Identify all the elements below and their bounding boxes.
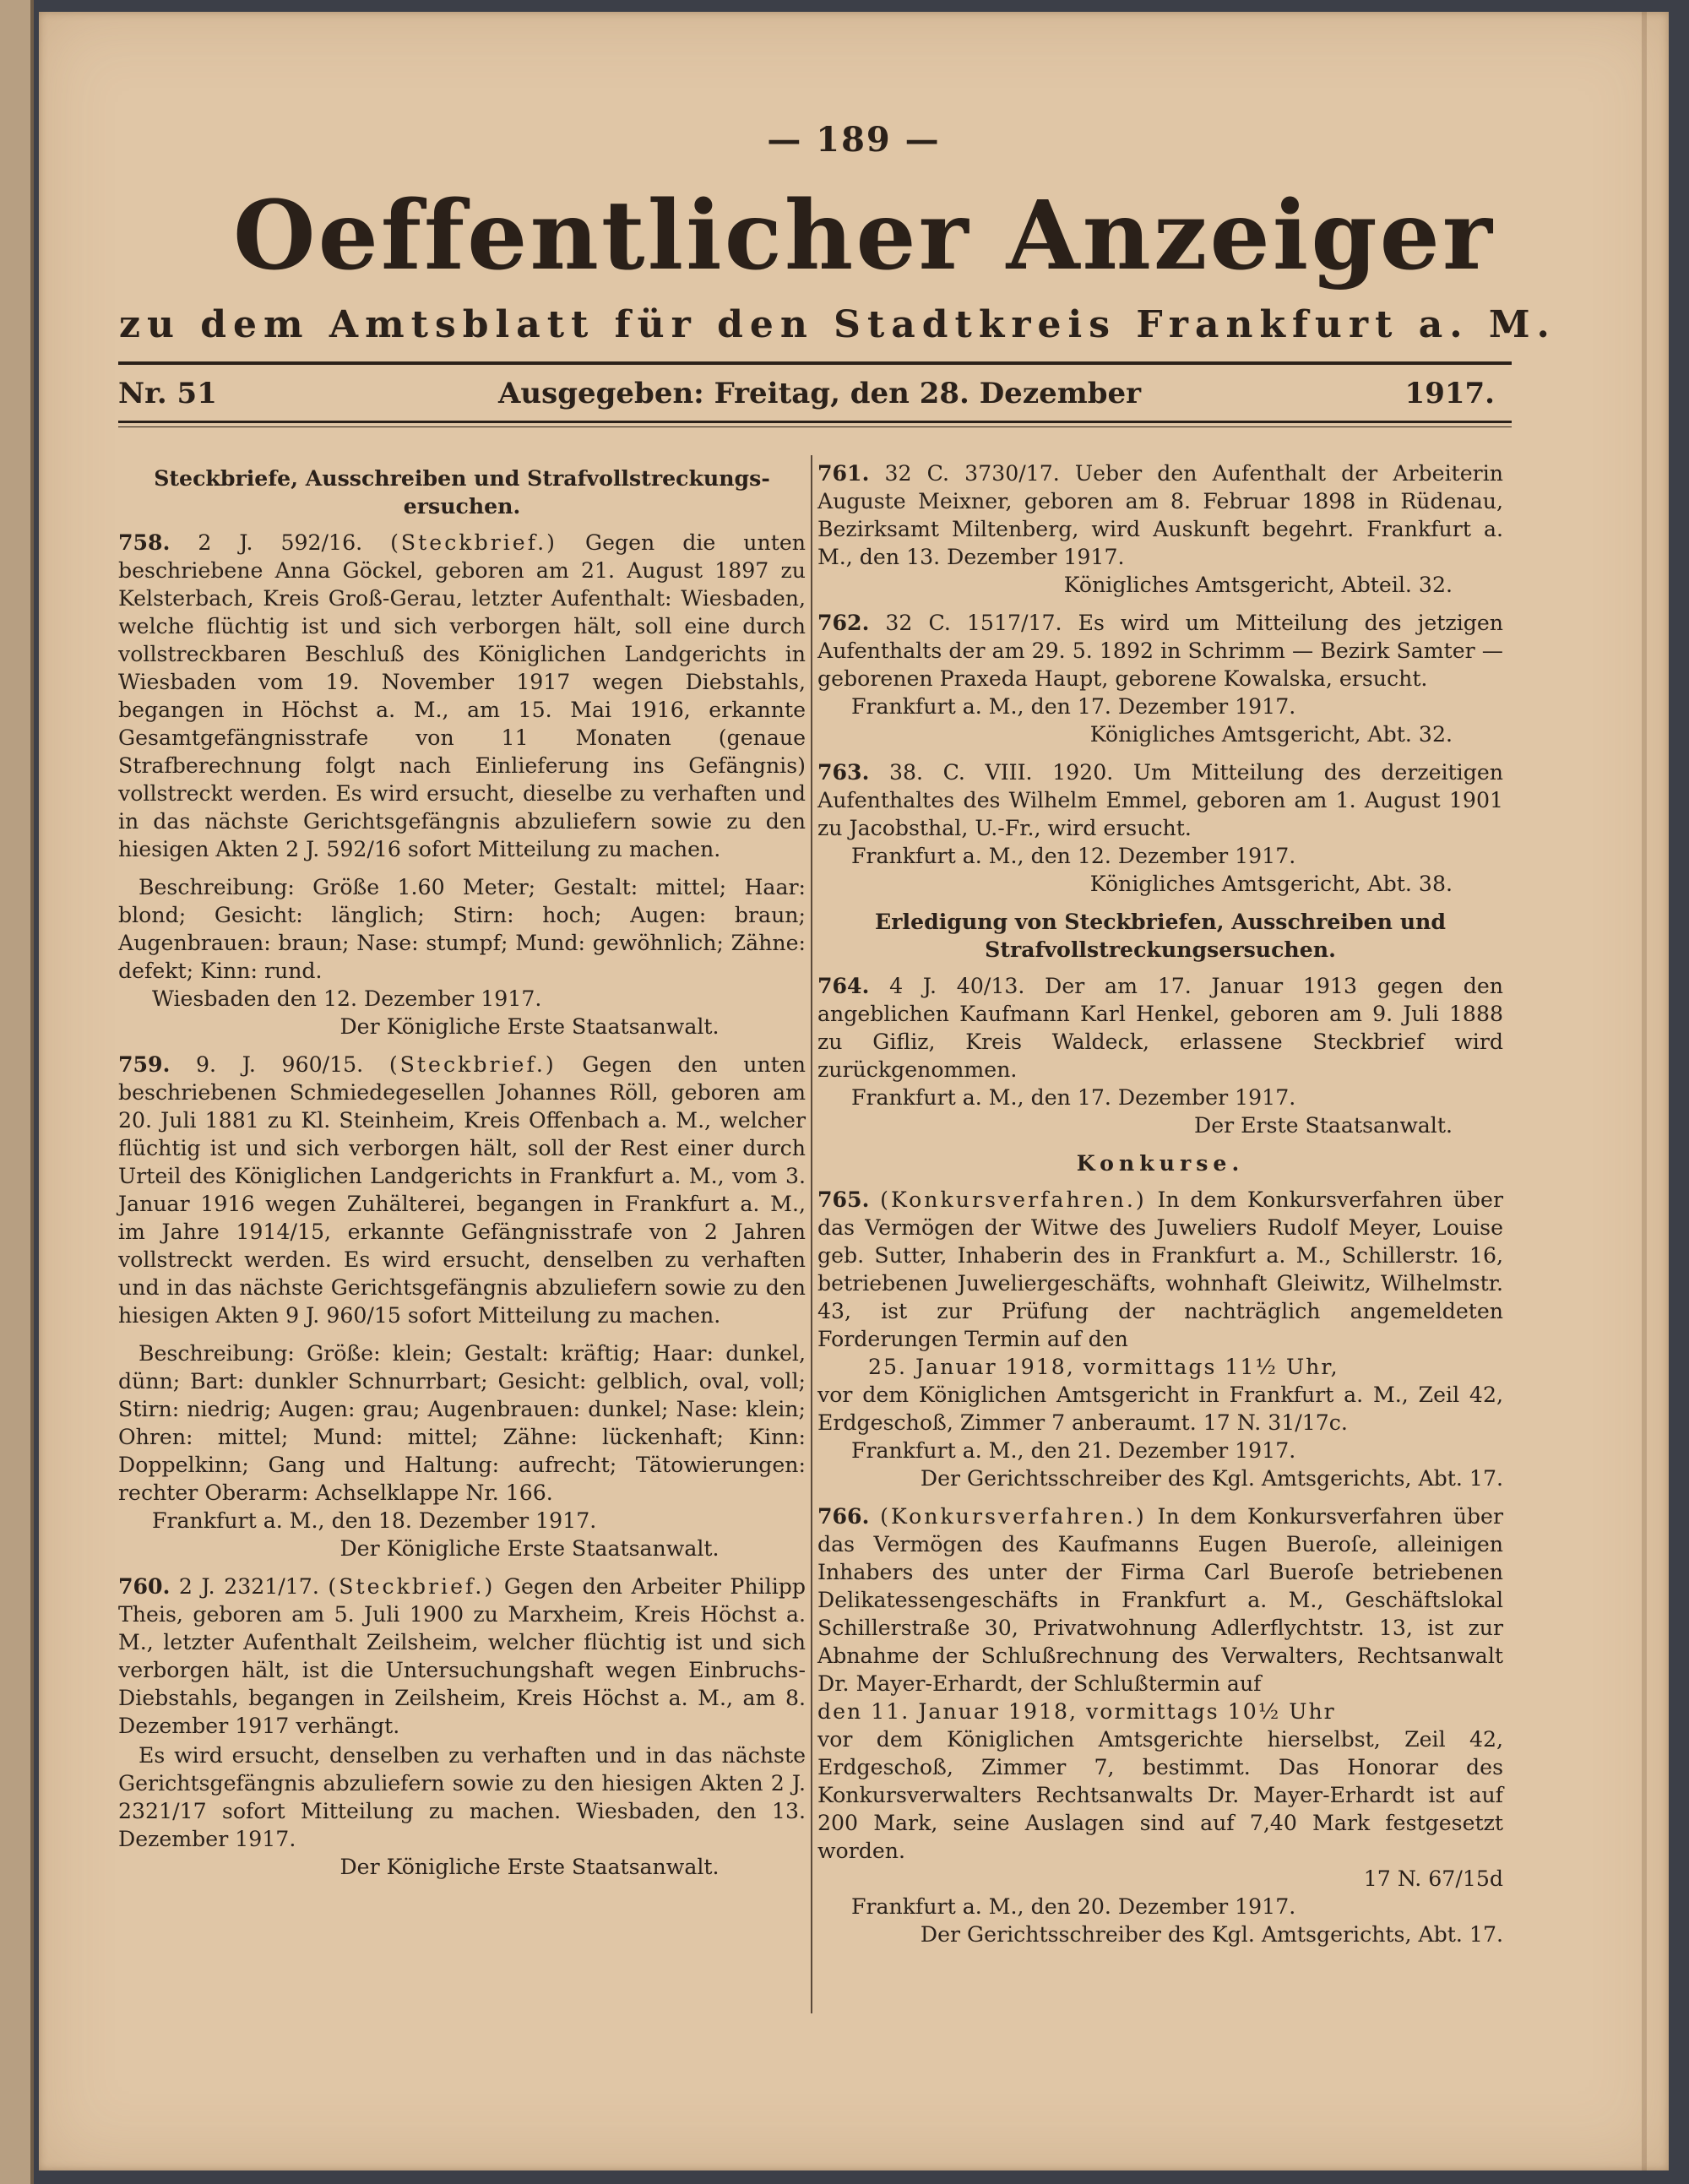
notice-reference: 32 C. 3730/17. [884,461,1060,486]
notice-signature: Der Gerichtsschreiber des Kgl. Amtsgerichts, Abt. 17. [920,1466,1503,1491]
notice-reference: 4 J. 40/13. [889,974,1025,998]
notice-reference: 2 J. 592/16. [198,530,363,555]
notice-number: 761. [817,460,870,486]
issue-line [118,377,1512,424]
notice-body: Gegen den Arbeiter Philipp Theis, geboren am 5. Juli 1900 zu Marxheim, Kreis Höchst a. M., letzter Aufenthalt Zeilsheim, welcher flüchtig ist und sich verborgen hält, ist die Untersuchungshaft wegen Einbruchs-Diebstahls, begangen in Zeilsheim, Kreis Höchst a. M., am 8. Dezember 1917 verhängt. [118,1574,806,1738]
notice-signature: Der Gerichtsschreiber des Kgl. Amtsgerichts, Abt. 17. [920,1922,1503,1947]
notice-number: 764. [817,973,870,998]
notice-description: Beschreibung: Größe 1.60 Meter; Gestalt: mittel; Haar: blond; Gesicht: länglich; Stirn: hoch; Augen: braun; Augenbrauen: braun; Nase: stumpf; Mund: gewöhnlich; Zähne: defekt; Kinn: rund. [118,875,806,983]
notice-766 [817,1502,1503,1698]
notice-759 [118,1051,806,1329]
notice-reference: 32 C. 1517/17. [885,611,1062,635]
notice-signature: Königliches Amtsgericht, Abt. 32. [1089,722,1453,747]
notice-body: Um Mitteilung des derzeitigen Aufenthaltes des Wilhelm Emmel, geboren am 1. August 1901 zu Jacobsthal, U.-Fr., wird ersucht. [817,760,1503,840]
notice-body: Es wird um Mitteilung des jetzigen Aufenthalts der am 29. 5. 1892 in Schrimm — Bezirk Samter — geborenen Praxeda Haupt, geborene Kowalska, ersucht. [817,611,1503,691]
notice-tag: (Steckbrief.) [388,1052,557,1077]
page-fold [1642,12,1647,2170]
notice-number: 758. [118,530,171,555]
notice-signature: Der Erste Staatsanwalt. [1194,1113,1453,1138]
notice-763 [817,758,1503,842]
notice-number: 766. [817,1503,870,1529]
notice-place-date: Frankfurt a. M., den 18. Dezember 1917. [152,1508,597,1533]
notice-place-date: Wiesbaden den 12. Dezember 1917. [152,986,542,1011]
header-rule-thin [118,426,1512,427]
notice-body: Ueber den Aufenthalt der Arbeiterin Auguste Meixner, geboren am 8. Februar 1898 in Rüdenau, Bezirksamt Miltenberg, wird Auskunft begehrt. Frankfurt a. M., den 13. Dezember 1917. [817,461,1503,569]
notice-signature: Der Königliche Erste Staatsanwalt. [339,1855,720,1879]
section-heading-steckbriefe: Steckbriefe, Ausschreiben und Strafvollstreckungs-ersuchen. [154,465,770,519]
notice-body: In dem Konkursverfahren über das Vermögen der Witwe des Juweliers Rudolf Meyer, Louise geb. Sutter, Inhaberin des in Frankfurt a. M., Schillerstr. 16, betriebenen Juweliergeschäfts, wohnhaft Gleiwitz, Wilhelmstr. 43, ist zur Prüfung der nachträglich angemeldeten Forderungen Termin auf den [817,1187,1503,1351]
notice-description: Beschreibung: Größe: klein; Gestalt: kräftig; Haar: dunkel, dünn; Bart: dunkler Schnurrbart; Gesicht: gelblich, oval, voll; Stirn: niedrig; Augen: grau; Augenbrauen: dunkel; Nase: klein; Ohren: mittel; Mund: mittel; Zähne: lückenhaft; Kinn: Doppelkinn; Gang und Haltung: aufrecht; Tätowierungen: rechter Oberarm: Achselklappe Nr. 166. [118,1341,806,1505]
notice-reference: 9. J. 960/15. [196,1052,364,1077]
notice-body-continued: vor dem Königlichen Amtsgericht in Frankfurt a. M., Zeil 42, Erdgeschoß, Zimmer 7 anberaumt. 17 N. 31/17c. [817,1383,1503,1435]
notice-762 [817,609,1503,693]
notice-tag: (Steckbrief.) [390,530,557,555]
notice-date-line: den 11. Januar 1918, vormittags 10½ Uhr [817,1699,1336,1724]
notice-760 [118,1573,806,1740]
notice-signature: Der Königliche Erste Staatsanwalt. [339,1536,720,1561]
section-heading-erledigung: Erledigung von Steckbriefen, Ausschreiben und Strafvollstreckungsersuchen. [875,909,1446,962]
notice-765 [817,1186,1503,1353]
newspaper-page [39,12,1669,2170]
header-rule-bottom [118,421,1512,423]
issue-number: Nr. 51 [118,377,217,410]
issue-year: 1917. [1404,377,1495,410]
notice-number: 759. [118,1051,171,1077]
notice-number: 765. [817,1187,870,1212]
notice-signature: Königliches Amtsgericht, Abteil. 32. [1063,573,1453,597]
masthead-subtitle: zu dem Amtsblatt für den Stadtkreis Frankfurt a. M. [119,303,1556,346]
notice-body: In dem Konkursverfahren über das Vermögen des Kaufmanns Eugen Bueroſe, alleinigen Inhabers des unter der Firma Carl Bueroſe betriebenen Delikatessengeschäfts in Frankfurt a. M., Geschäftslokal Schillerstraße 30, Privatwohnung Adlerflychtstr. 13, ist zur Abnahme der Schlußrechnung des Verwalters, Rechtsanwalt Dr. Mayer-Erhardt, der Schlußtermin auf [817,1504,1503,1696]
notice-place-date: Frankfurt a. M., den 17. Dezember 1917. [851,694,1296,719]
notice-body: Gegen den unten beschriebenen Schmiedegesellen Johannes Röll, geboren am 20. Juli 1881 zu Kl. Steinheim, Kreis Offenbach a. M., welcher flüchtig ist und sich verborgen hält, soll der Rest einer durch Urteil des Königlichen Landgerichts in Frankfurt a. M., vom 3. Januar 1916 wegen Zuhälterei, begangen in Frankfurt a. M., im Jahre 1914/15, erkannte Gefängnisstrafe von 2 Jahren vollstreckt werden. Es wird ersucht, denselben zu verhaften und in das nächste Gerichtsgefängnis abzuliefern sowie zu den hiesigen Akten 9 J. 960/15 sofort Mitteilung zu machen. [118,1052,806,1328]
notice-tag: (Konkursverfahren.) [880,1187,1147,1212]
notice-reference: 17 N. 67/15d [1363,1866,1503,1891]
notice-body-continued: Es wird ersucht, denselben zu verhaften und in das nächste Gerichtsgefängnis abzuliefern sowie zu den hiesigen Akten 2 J. 2321/17 sofort Mitteilung zu machen. Wiesbaden, den 13. Dezember 1917. [118,1743,806,1851]
notice-tag: (Steckbrief.) [328,1574,496,1599]
notice-place-date: Frankfurt a. M., den 12. Dezember 1917. [851,844,1296,868]
page-number: — 189 — [767,120,941,160]
notice-place-date: Frankfurt a. M., den 21. Dezember 1917. [851,1438,1296,1463]
notice-signature: Der Königliche Erste Staatsanwalt. [339,1014,720,1039]
notice-number: 760. [118,1573,171,1599]
notice-reference: 38. C. VIII. 1920. [888,760,1114,785]
notice-place-date: Frankfurt a. M., den 20. Dezember 1917. [851,1894,1296,1919]
notice-number: 762. [817,610,870,635]
previous-page-edge [0,0,34,2184]
notice-761 [817,459,1503,571]
issue-date: Ausgegeben: Freitag, den 28. Dezember [498,377,1142,410]
notice-reference: 2 J. 2321/17. [178,1574,319,1599]
header-rule-top [118,361,1512,365]
notice-number: 763. [817,759,870,785]
notice-body: Gegen die unten beschriebene Anna Göckel, geboren am 21. August 1897 zu Kelsterbach, Kreis Groß-Gerau, letzter Aufenthalt: Wiesbaden, welche flüchtig ist und sich verborgen hält, soll eine durch vollstreckbaren Beschluß des Königlichen Landgerichts in Wiesbaden vom 19. November 1917 wegen Diebstahls, begangen in Höchst a. M., am 15. Mai 1916, erkannte Gesamtgefängnisstrafe von 11 Monaten (genaue Strafberechnung folgt nach Einlieferung ins Gefängnis) vollstreckt werden. Es wird ersucht, dieselbe zu verhaften und in das nächste Gerichtsgefängnis abzuliefern sowie zu den hiesigen Akten 2 J. 592/16 sofort Mitteilung zu machen. [118,530,806,861]
section-heading-konkurse: Konkurse. [1076,1150,1245,1176]
masthead-title: Oeffentlicher Anzeiger [233,181,1495,291]
notice-tag: (Konkursverfahren.) [880,1504,1147,1529]
notice-764 [817,972,1503,1084]
notice-body: Der am 17. Januar 1913 gegen den angeblichen Kaufmann Karl Henkel, geboren am 9. Juli 1888 zu Gifliz, Kreis Waldeck, erlassene Steckbrief wird zurückgenommen. [817,974,1504,1082]
notice-signature: Königliches Amtsgericht, Abt. 38. [1089,872,1453,896]
column-divider [811,455,812,2013]
right-column [817,459,1503,1959]
notice-body-continued: vor dem Königlichen Amtsgerichte hierselbst, Zeil 42, Erdgeschoß, Zimmer 7, bestimmt. Das Honorar des Konkursverwalters Rechtsanwalts Dr. Mayer-Erhardt ist auf 200 Mark, seine Auslagen sind auf 7,40 Mark festgesetzt worden. [817,1727,1503,1863]
notice-date-line: 25. Januar 1918, vormittags 11½ Uhr, [868,1355,1339,1379]
left-column [118,459,806,1891]
notice-place-date: Frankfurt a. M., den 17. Dezember 1917. [851,1085,1296,1110]
notice-758 [118,529,806,863]
